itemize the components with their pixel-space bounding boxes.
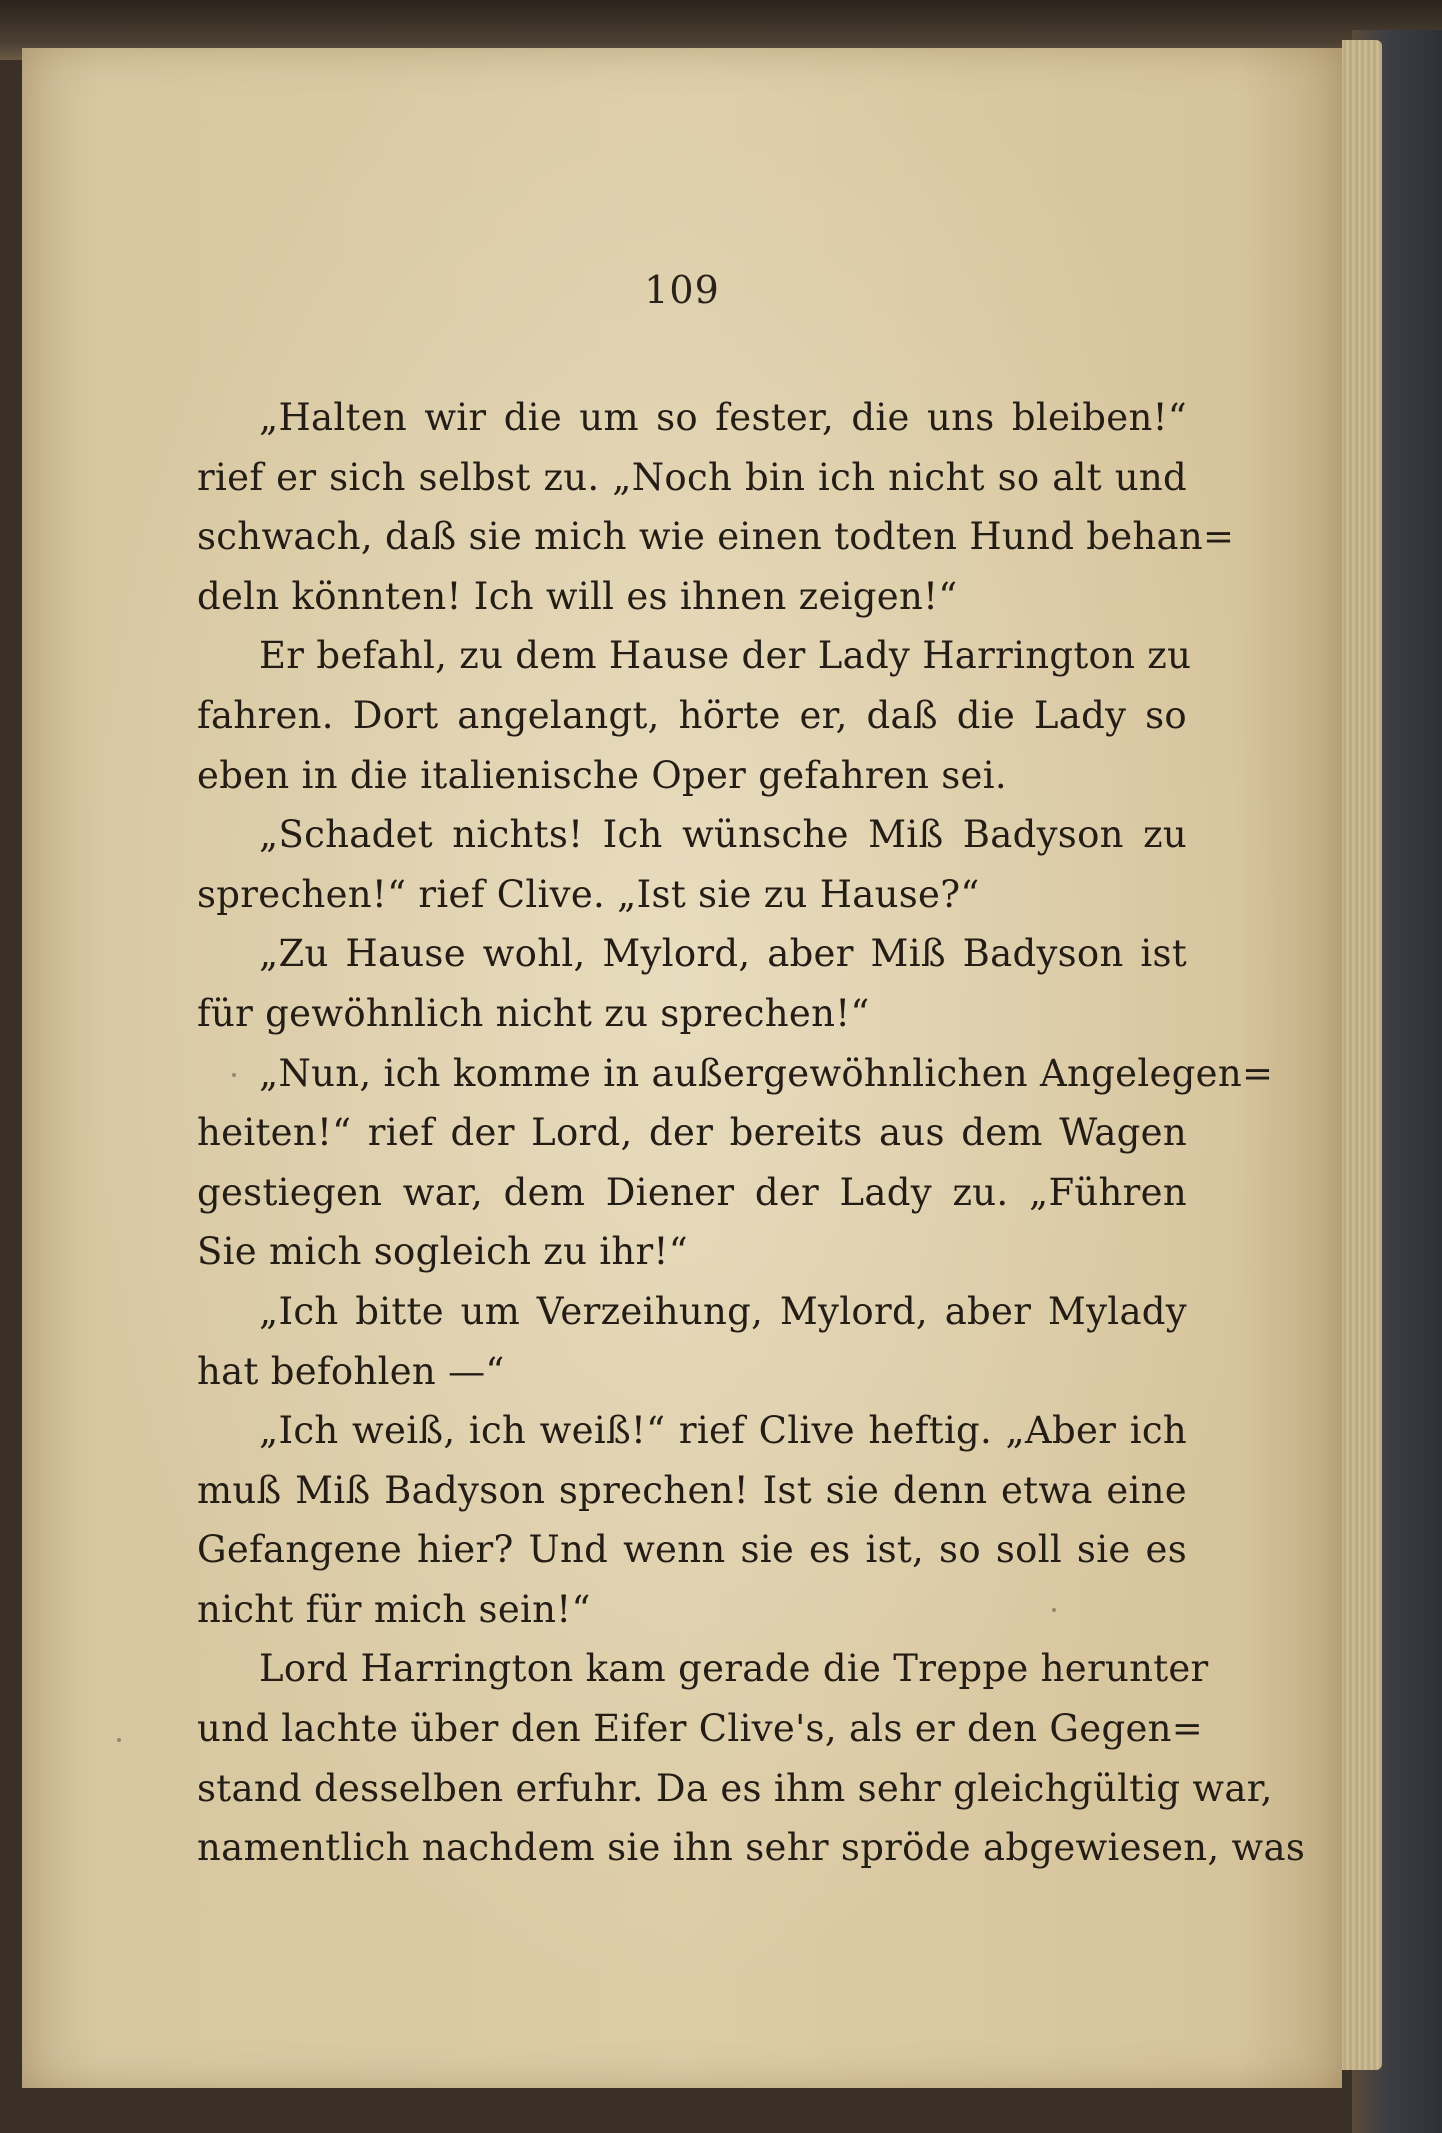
text-line: eben in die italienische Oper gefahren sei. xyxy=(197,753,1007,797)
text-line: und lachte über den Eifer Clive's, als er den Gegen= xyxy=(197,1707,1204,1751)
text-line: Gefangene hier? Und wenn sie es ist, so soll sie es xyxy=(197,1528,1187,1572)
paper-speck xyxy=(117,1738,121,1742)
text-line: „Ich bitte um Verzeihung, Mylord, aber Mylady xyxy=(259,1289,1187,1333)
text-line: namentlich nachdem sie ihn sehr spröde abgewiesen, was xyxy=(197,1826,1306,1870)
text-line: schwach, daß sie mich wie einen todten Hund behan= xyxy=(197,515,1235,559)
text-line: hat befohlen —“ xyxy=(197,1349,505,1393)
text-line: nicht für mich sein!“ xyxy=(197,1587,591,1631)
page-number: 109 xyxy=(644,268,720,312)
paper-speck xyxy=(1052,1608,1056,1612)
text-line: für gewöhnlich nicht zu sprechen!“ xyxy=(197,991,870,1035)
text-line: „Zu Hause wohl, Mylord, aber Miß Badyson ist xyxy=(259,932,1187,976)
text-line: „Schadet nichts! Ich wünsche Miß Badyson zu xyxy=(259,813,1187,857)
text-line: Er befahl, zu dem Hause der Lady Harrington zu xyxy=(259,634,1192,678)
text-line: Lord Harrington kam gerade die Treppe herunter xyxy=(259,1647,1209,1691)
page-stack-edge xyxy=(1342,40,1382,2070)
text-line: „Nun, ich komme in außergewöhnlichen Angelegen= xyxy=(259,1051,1274,1095)
text-line: rief er sich selbst zu. „Noch bin ich nicht so alt und xyxy=(197,455,1187,499)
text-line: „Halten wir die um so fester, die uns bleiben!“ xyxy=(259,396,1187,439)
text-line: deln könnten! Ich will es ihnen zeigen!“ xyxy=(197,574,958,618)
text-line: muß Miß Badyson sprechen! Ist sie denn etwa eine xyxy=(197,1468,1187,1512)
paper-speck xyxy=(232,1073,236,1077)
text-line: stand desselben erfuhr. Da es ihm sehr gleichgültig war, xyxy=(197,1766,1273,1810)
text-line: heiten!“ rief der Lord, der bereits aus dem Wagen xyxy=(197,1111,1187,1155)
text-line: Sie mich sogleich zu ihr!“ xyxy=(197,1230,688,1274)
text-line: sprechen!“ rief Clive. „Ist sie zu Hause?“ xyxy=(197,872,980,916)
text-line: fahren. Dort angelangt, hörte er, daß die Lady so xyxy=(197,693,1187,737)
text-line: „Ich weiß, ich weiß!“ rief Clive heftig. „Aber ich xyxy=(259,1409,1187,1453)
body-text xyxy=(197,388,1306,1878)
book-page xyxy=(22,48,1342,2088)
text-line: gestiegen war, dem Diener der Lady zu. „Führen xyxy=(197,1170,1187,1214)
